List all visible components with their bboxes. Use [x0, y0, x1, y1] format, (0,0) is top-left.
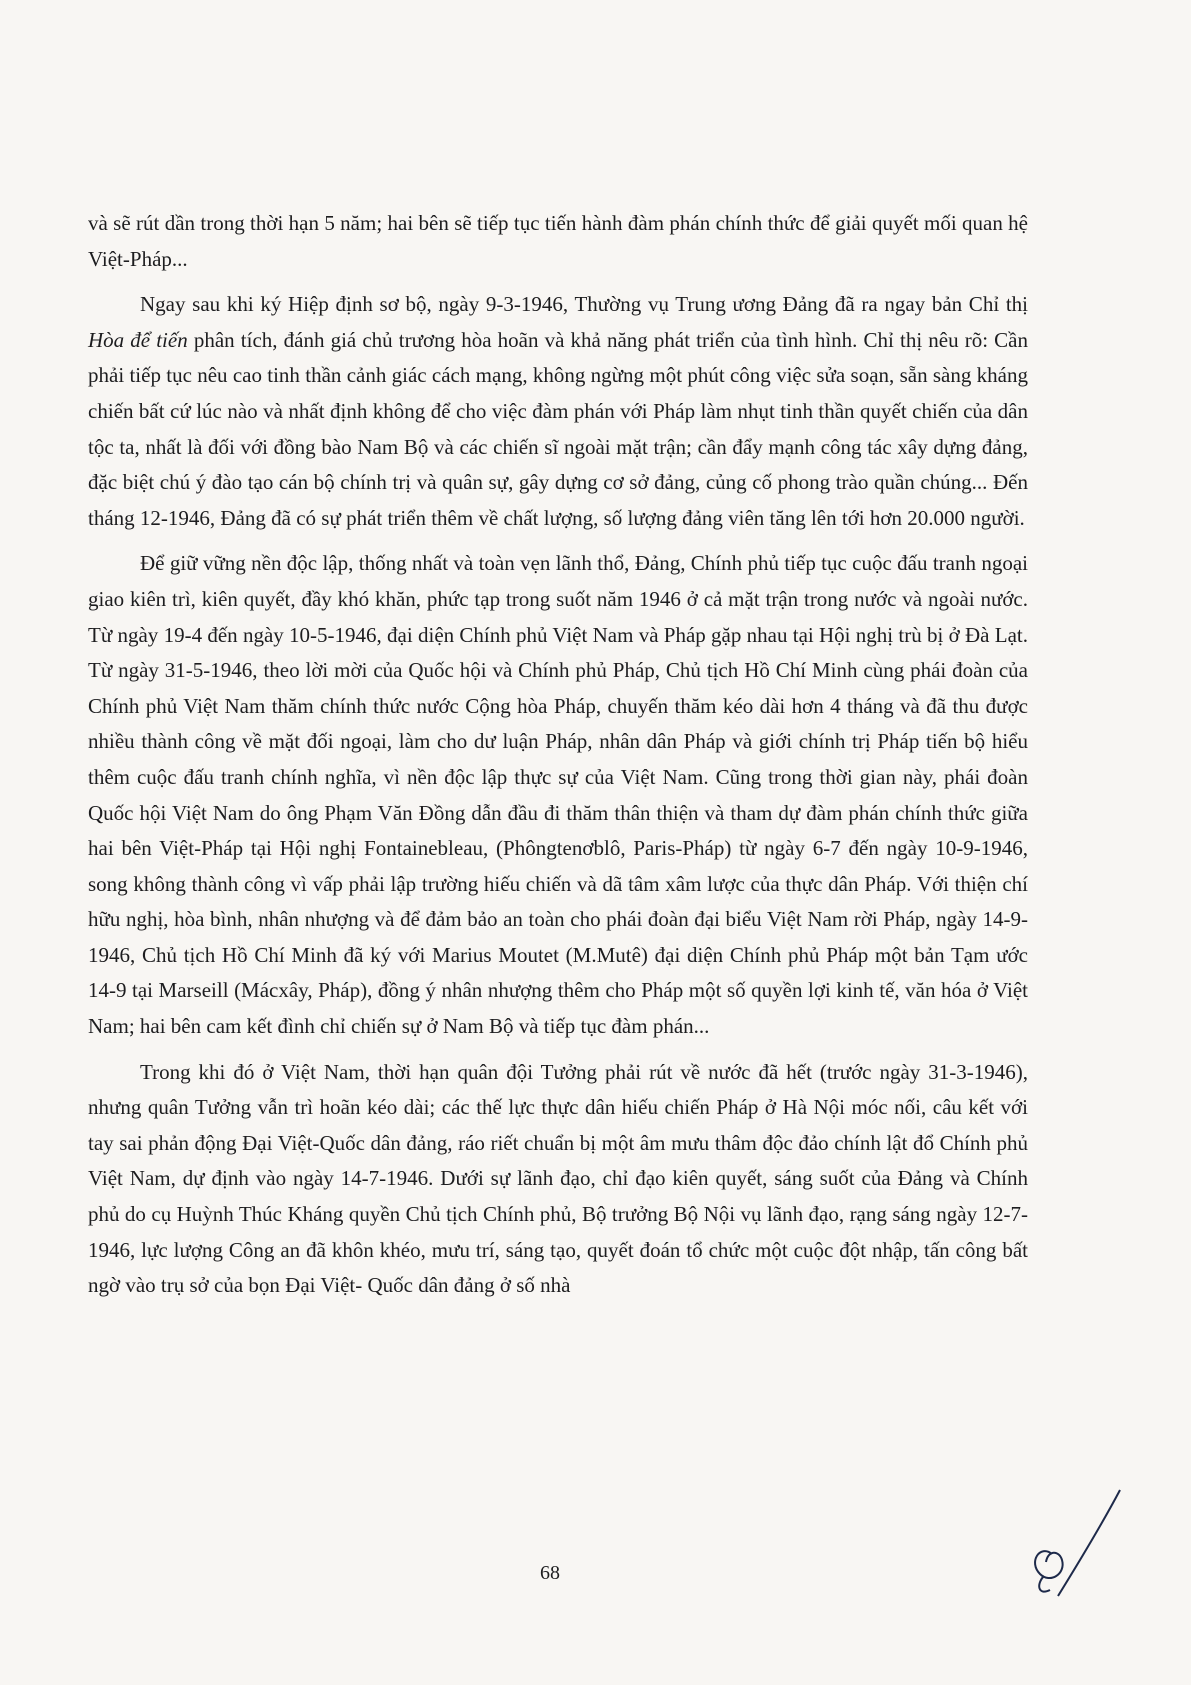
directive-title: Hòa để tiến [88, 327, 188, 352]
paragraph-1: và sẽ rút dần trong thời hạn 5 năm; hai bên sẽ tiếp tục tiến hành đàm phán chính thức để giải quyết mối quan hệ Việt-Pháp... [88, 211, 1028, 271]
paragraph-3: Để giữ vững nền độc lập, thống nhất và toàn vẹn lãnh thổ, Đảng, Chính phủ tiếp tục cuộc đấu tranh ngoại giao kiên trì, kiên quyết, đầy khó khăn, phức tạp trong suốt năm 1946 ở cả mặt trận trong nước và ngoài nước. Từ ngày 19-4 đến ngày 10-5-1946, đại diện Chính phủ Việt Nam và Pháp gặp nhau tại Hội nghị trù bị ở Đà Lạt. Từ ngày 31-5-1946, theo lời mời của Quốc hội và Chính phủ Pháp, Chủ tịch Hồ Chí Minh cùng phái đoàn của Chính phủ Việt Nam thăm chính thức nước Cộng hòa Pháp, chuyến thăm kéo dài hơn 4 tháng và đã thu được nhiều thành công về mặt đối ngoại, làm cho dư luận Pháp, nhân dân Pháp và giới chính trị Pháp tiến bộ hiểu thêm cuộc đấu tranh chính nghĩa, vì nền độc lập thực sự của Việt Nam. Cũng trong thời gian này, phái đoàn Quốc hội Việt Nam do ông Phạm Văn Đồng dẫn đầu đi thăm thân thiện và tham dự đàm phán chính thức giữa hai bên Việt-Pháp tại Hội nghị Fontainebleau, (Phôngtenơblô, Paris-Pháp) từ ngày 6-7 đến ngày 10-9-1946, song không thành công vì vấp phải lập trường hiếu chiến và dã tâm xâm lược của thực dân Pháp. Với thiện chí hữu nghị, hòa bình, nhân nhượng và để đảm bảo an toàn cho phái đoàn đại biểu Việt Nam rời Pháp, ngày 14-9-1946, Chủ tịch Hồ Chí Minh đã ký với Marius Moutet (M.Mutê) đại diện Chính phủ Pháp một bản Tạm ước 14-9 tại Marseill (Mácxây, Pháp), đồng ý nhân nhượng thêm cho Pháp một số quyền lợi kinh tế, văn hóa ở Việt Nam; hai bên cam kết đình chỉ chiến sự ở Nam Bộ và tiếp tục đàm phán... [88, 551, 1028, 1039]
body-text [88, 206, 1028, 1314]
paragraph-4: Trong khi đó ở Việt Nam, thời hạn quân đội Tưởng phải rút về nước đã hết (trước ngày 31-3-1946), nhưng quân Tưởng vẫn trì hoãn kéo dài; các thế lực thực dân hiếu chiến Pháp ở Hà Nội móc nối, câu kết với tay sai phản động Đại Việt-Quốc dân đảng, ráo riết chuẩn bị một âm mưu thâm độc đảo chính lật đổ Chính phủ Việt Nam, dự định vào ngày 14-7-1946. Dưới sự lãnh đạo, chỉ đạo kiên quyết, sáng suốt của Đảng và Chính phủ do cụ Huỳnh Thúc Kháng quyền Chủ tịch Chính phủ, Bộ trưởng Bộ Nội vụ lãnh đạo, rạng sáng ngày 12-7-1946, lực lượng Công an đã khôn khéo, mưu trí, sáng tạo, quyết đoán tổ chức một cuộc đột nhập, tấn công bất ngờ vào trụ sở của bọn Đại Việt- Quốc dân đảng ở số nhà [88, 1059, 1028, 1298]
paragraph-2-text-end: phân tích, đánh giá chủ trương hòa hoãn và khả năng phát triển của tình hình. Chỉ thị nêu rõ: Cần phải tiếp tục nêu cao tinh thần cảnh giác cách mạng, không ngừng một phút công việc sửa soạn, sẵn sàng kháng chiến bất cứ lúc nào và nhất định không để cho việc đàm phán với Pháp làm nhụt tinh thần quyết chiến của dân tộc ta, nhất là đối với đồng bào Nam Bộ và các chiến sĩ ngoài mặt trận; cần đẩy mạnh công tác xây dựng đảng, đặc biệt chú ý đào tạo cán bộ chính trị và quân sự, gây dựng cơ sở đảng, củng cố phong trào quần chúng... Đến tháng 12-1946, Đảng đã có sự phát triển thêm về chất lượng, số lượng đảng viên tăng lên tới hơn 20.000 người. [88, 327, 1028, 530]
page-number: 68 [540, 1562, 560, 1584]
paragraph-2-text-start: Ngay sau khi ký Hiệp định sơ bộ, ngày 9-3-1946, Thường vụ Trung ương Đảng đã ra ngay bản Chỉ thị [140, 292, 1028, 317]
handwritten-initial-icon [1022, 1484, 1132, 1604]
paragraph-2 [88, 287, 1028, 536]
